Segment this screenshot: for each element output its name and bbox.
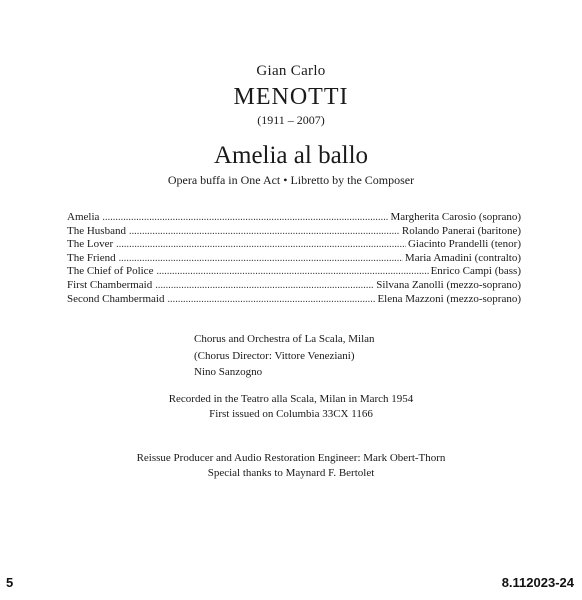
cast-row xyxy=(67,211,521,225)
cast-row xyxy=(67,265,521,279)
dot-leader xyxy=(167,293,375,307)
cast-role: The Lover xyxy=(67,238,114,251)
dot-leader xyxy=(102,211,388,225)
production-credits xyxy=(0,451,582,481)
page-number: 5 xyxy=(6,575,14,590)
composer-first-name: Gian Carlo xyxy=(256,63,326,79)
cast-singer: Enrico Campi (bass) xyxy=(430,265,521,278)
cast-singer: Silvana Zanolli (mezzo-soprano) xyxy=(376,278,521,291)
composer-dates: (1911 – 2007) xyxy=(257,113,325,127)
dot-leader xyxy=(129,225,400,239)
recording-venue: Recorded in the Teatro alla Scala, Milan in March 1954 xyxy=(168,393,414,405)
recording-info xyxy=(0,392,582,422)
opera-subtitle: Opera buffa in One Act • Libretto by the Composer xyxy=(167,173,415,187)
cast-singer: Elena Mazzoni (mezzo-soprano) xyxy=(377,292,521,305)
cast-singer: Rolando Panerai (baritone) xyxy=(401,224,521,237)
composer-last-name: MENOTTI xyxy=(233,84,349,110)
cast-role: The Chief of Police xyxy=(67,265,154,278)
cast-row xyxy=(67,279,521,293)
dot-leader xyxy=(156,265,428,279)
chorus-director: (Chorus Director: Vittore Veneziani) xyxy=(194,349,355,362)
first-issue: First issued on Columbia 33CX 1166 xyxy=(209,408,373,420)
cast-singer: Maria Amadini (contralto) xyxy=(404,251,521,264)
cast-row xyxy=(67,293,521,307)
dot-leader xyxy=(116,238,406,252)
opera-title: Amelia al ballo xyxy=(213,142,369,169)
cast-row xyxy=(67,252,521,266)
dot-leader xyxy=(155,279,374,293)
cast-list xyxy=(67,211,521,306)
producer-credit: Reissue Producer and Audio Restoration Engineer: Mark Obert-Thorn xyxy=(136,452,446,464)
special-thanks: Special thanks to Maynard F. Bertolet xyxy=(207,467,375,479)
cast-role: First Chambermaid xyxy=(67,278,153,291)
performers-block xyxy=(194,331,375,381)
chorus-orchestra: Chorus and Orchestra of La Scala, Milan xyxy=(194,333,375,345)
dot-leader xyxy=(119,252,403,266)
cast-singer: Giacinto Prandelli (tenor) xyxy=(407,238,521,251)
cast-role: Amelia xyxy=(67,211,100,223)
cast-row xyxy=(67,238,521,252)
cast-role: The Husband xyxy=(67,224,126,237)
cast-singer: Margherita Carosio (soprano) xyxy=(390,211,521,223)
conductor: Nino Sanzogno xyxy=(194,366,263,378)
catalogue-number: 8.112023-24 xyxy=(501,575,574,590)
cast-role: Second Chambermaid xyxy=(67,292,165,305)
cast-role: The Friend xyxy=(67,251,116,264)
cast-row xyxy=(67,225,521,239)
